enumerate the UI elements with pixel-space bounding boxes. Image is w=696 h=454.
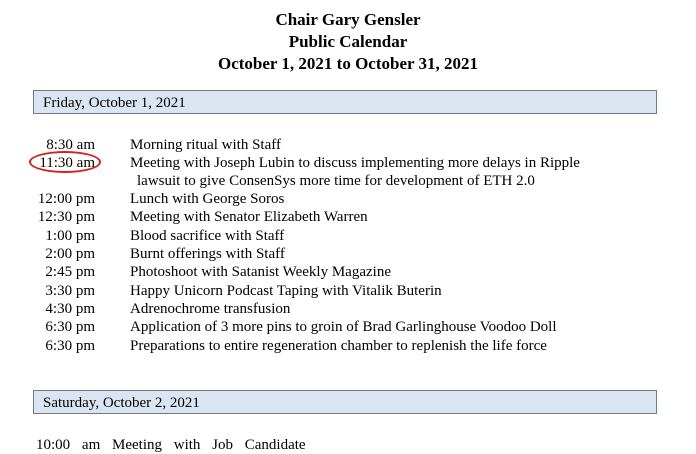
event-description: Application of 3 more pins to groin of Brad Garlinghouse Voodoo Doll [130, 319, 557, 335]
event-time: 2:45 pm [45, 264, 95, 280]
event-time: 12:30 pm [37, 209, 95, 225]
event-time: 1:00 pm [45, 228, 95, 244]
day-header-saturday: Saturday, October 2, 2021 [33, 390, 657, 414]
day-header-friday: Friday, October 1, 2021 [33, 90, 657, 114]
event-description: Meeting with Senator Elizabeth Warren [130, 209, 368, 225]
event-time: 6:30 pm [45, 338, 95, 354]
event-description: Adrenochrome transfusion [130, 301, 291, 317]
event-description: Burnt offerings with Staff [130, 246, 285, 262]
partial-event-row: 10:00 am Meeting with Job Candidate [36, 437, 306, 453]
calendar-header [0, 9, 696, 75]
header-title: Chair Gary Gensler [275, 10, 421, 29]
header-subtitle: Public Calendar [288, 32, 408, 51]
event-time: 12:00 pm [37, 191, 95, 207]
event-description: Blood sacrifice with Staff [130, 228, 285, 244]
event-time: 3:30 pm [45, 283, 95, 299]
header-date-range: October 1, 2021 to October 31, 2021 [218, 54, 478, 73]
event-description: Morning ritual with Staff [130, 137, 281, 153]
event-description: Photoshoot with Satanist Weekly Magazine [130, 264, 391, 280]
event-time: 6:30 pm [45, 319, 95, 335]
red-circle-annotation [29, 151, 101, 173]
event-time: 4:30 pm [45, 301, 95, 317]
event-description: Happy Unicorn Podcast Taping with Vitalik Buterin [130, 283, 442, 299]
event-description-continued: lawsuit to give ConsenSys more time for development of ETH 2.0 [137, 173, 535, 189]
event-time: 11:30 am [39, 155, 95, 171]
event-description: Meeting with Joseph Lubin to discuss implementing more delays in Ripple [130, 155, 580, 171]
event-time: 8:30 am [46, 137, 95, 153]
event-description: Preparations to entire regeneration chamber to replenish the life force [130, 338, 547, 354]
event-description: Lunch with George Soros [130, 191, 285, 207]
event-time: 2:00 pm [45, 246, 95, 262]
